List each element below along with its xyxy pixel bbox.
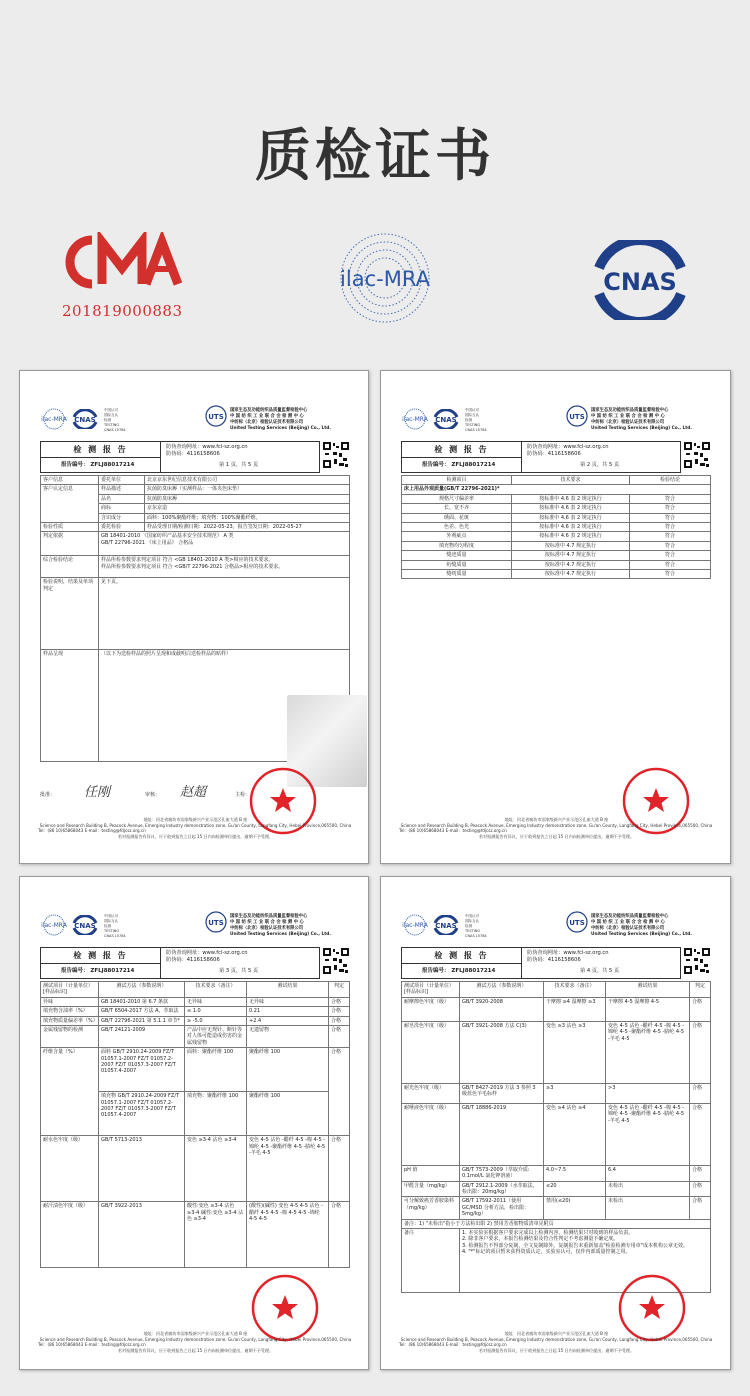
table-row: 检验性质 委托检验 样品受理日期/检测日期：2022-05-23，报告签发日期：2022-05-27 bbox=[41, 523, 350, 532]
table-row: 判定依据 GB 18401-2010 《国家纺织产品基本安全技术规范》 A 类 GB/T 22796-2021 《床上用品》 合格品 bbox=[41, 532, 350, 556]
table-row: 可分解致癌芳香胺染料（mg/kg） GB/T 17592-2011（使用 GC/MSD 分析方法，检出限：5mg/kg） 禁用(≤20) 未检出 合格 bbox=[402, 1197, 711, 1219]
table-row: 色差、色光 按标准中 4.6 表 2 规定执行 符合 bbox=[402, 523, 711, 532]
page-label: 第 2 页，共 5 页 bbox=[580, 462, 620, 468]
page-label: 第 3 页，共 5 页 bbox=[219, 968, 259, 974]
table-row: 甲醛含量（mg/kg） GB/T 2912.1-2009（水萃取法，检出限：20mg/kg） ≤20 未检出 合格 bbox=[402, 1181, 711, 1197]
table-row: 测试项目（计量单位）[样品标识] 测试方法（参数说明） 技术要求（备注） 测试结果 判定 bbox=[402, 982, 711, 998]
report-title-box bbox=[40, 441, 320, 473]
approve-label: 批准： bbox=[40, 792, 56, 798]
table-row: 品名 抗菌防臭床褥 bbox=[41, 494, 350, 503]
table-row: 纤维含量（%） 面料 GB/T 2910.24-2009 FZ/T 01057.1-2007 FZ/T 01057.2-2007 FZ/T 01057.3-2007 FZ/T 01057.4-2007 面料：聚酯纤维 100 聚酯纤维 100 合格 bbox=[41, 1048, 350, 1092]
report-page-3 bbox=[19, 876, 369, 1370]
cnas-mini-icon bbox=[431, 409, 461, 429]
report-number: 报告编号： ZFLJ88017214 bbox=[41, 458, 161, 473]
report-page-2 bbox=[380, 370, 731, 864]
reviewer-signature: 赵超 bbox=[180, 785, 207, 800]
qr-code-icon bbox=[322, 947, 350, 975]
table-row: 备注：1) "未检出"指小于方法检出限 2) 禁用芳香胺物质清单见附页 bbox=[402, 1219, 711, 1228]
ilac-mini-icon bbox=[40, 407, 68, 431]
svg-text:ilac-MRA: ilac-MRA bbox=[41, 416, 67, 423]
table-row: 耐皂洗色牢度（级） GB/T 3921-2008 方法 C(3) 变色 ≥3 沾色 ≥3 变色 4-5 沾色 -醋纤 4-5 -棉 4-5 -锦纶 4-5 -聚酯纤维 4-5 -腈纶 4-5 -羊毛 4-5 合格 bbox=[402, 1021, 711, 1083]
accreditation-text: 中国认可 国际互认 检测 TESTING CNAS L5784 bbox=[104, 408, 126, 432]
report-header bbox=[401, 405, 711, 435]
table-row: 备注 1. 本实验室根据客户要求完成以上检测内容，检测结果只对收到的样品负责。 2. 除非客户要求，本报告检测结果及符合性判定不考虑测量不确定度。 3. 检测报告不得部分复制，全文复制除外。复制报告未重新加盖"检验检测专用章"成本机构公章无效。 4. "*"标记的项目暂未获得资质认定，实验室认可，仅作内部质量控制之用。 bbox=[402, 1229, 711, 1293]
report-number: 报告编号： ZFLJ88017214 bbox=[402, 964, 522, 979]
ilac-text: ilac-MRA bbox=[340, 267, 430, 291]
query-info: 防伪查询网址：www.fcl-sz.org.cn 防伪码：4116158606 bbox=[527, 950, 609, 963]
table-row: 耐摩擦色牢度（级） GB/T 3920-2008 干摩擦 ≥4 湿摩擦 ≥3 干摩擦 4-5 湿摩擦 4-5 合格 bbox=[402, 997, 711, 1021]
table-row: 绗缝质量 按标准中 4.7 规定执行 符合 bbox=[402, 560, 711, 569]
ilac-mini-icon bbox=[401, 913, 429, 937]
table-row: 商标 京东京造 bbox=[41, 504, 350, 513]
report-title: 检 测 报 告 bbox=[41, 948, 161, 964]
report-title-box bbox=[401, 947, 681, 979]
report-number: 报告编号： ZFLJ88017214 bbox=[41, 964, 161, 979]
svg-text:UTS: UTS bbox=[569, 919, 585, 927]
table-row: 综合检验结论 样品所检参数要求判定项目 符合 <GB 18401-2010 A 类>相应的技术要求。 样品所检参数要求判定项目 符合 <GB/T 22796-2021 合格品>相应的技术要求。 bbox=[41, 556, 350, 578]
table-row: 耐光色牢度（级） GB/T 8427-2019 方法 3 参照 3 级蓝色羊毛标样 ≥3 >3 合格 bbox=[402, 1083, 711, 1103]
report-title: 检 测 报 告 bbox=[402, 948, 522, 964]
report-title-box bbox=[40, 947, 320, 979]
cnas-mini-icon bbox=[70, 409, 100, 429]
cma-logo-icon bbox=[62, 232, 182, 292]
accreditation-text: 中国认可 国际互认 检测 TESTING CNAS L5784 bbox=[465, 408, 487, 432]
qr-code-icon bbox=[683, 441, 711, 469]
report-page-1 bbox=[19, 370, 369, 864]
cnas-logo-icon bbox=[585, 240, 695, 320]
svg-text:CNAS: CNAS bbox=[435, 922, 457, 930]
table-row: 样品呈现 （以下为送检样品的照片呈现和成截明白送检样品的贴样） bbox=[41, 650, 350, 762]
table-row: 规格尺寸偏差率 按标准中 4.6 表 2 规定执行 符合 bbox=[402, 494, 711, 503]
uts-logo-icon bbox=[566, 911, 588, 937]
organization-name: 国家生态及功能纺织品质量监督检验中心 中 国 纺 织 工 业 联 合 会 检 测 中 心 中纺标（北京）检验认证技术有限公司 United Testing Services (Beijing) Co., Ltd. bbox=[230, 408, 331, 431]
table-row: 耐唾液色牢度（级） GB/T 18886-2019 变色 ≥4 沾色 ≥4 变色 4-5 沾色 -醋纤 4-5 -棉 4-5 -锦纶 4-5 -聚酯纤维 4-5 -腈纶 4-5 -羊毛 4-5 合格 bbox=[402, 1103, 711, 1165]
report-table-3 bbox=[40, 981, 350, 1268]
organization-name: 国家生态及功能纺织品质量监督检验中心 中 国 纺 织 工 业 联 合 会 检 测 中 心 中纺标（北京）检验认证技术有限公司 United Testing Services (Beijing) Co., Ltd. bbox=[591, 914, 692, 937]
table-row: 缝纫质量 按标准中 4.7 规定执行 符合 bbox=[402, 570, 711, 579]
table-row: 外观疵点 按标准中 4.6 表 2 规定执行 符合 bbox=[402, 532, 711, 541]
page-label: 第 4 页，共 5 页 bbox=[580, 968, 620, 974]
svg-text:CNAS: CNAS bbox=[74, 416, 96, 424]
report-title: 检 测 报 告 bbox=[41, 442, 161, 458]
svg-text:ilac-MRA: ilac-MRA bbox=[402, 922, 428, 929]
table-row: 客户信息 委托单位 北京京东世纪信息技术有限公司 bbox=[41, 476, 350, 485]
table-row: 长、宽不齐 按标准中 4.6 表 2 规定执行 符合 bbox=[402, 504, 711, 513]
table-row: 测试项目（计量单位）[样品标识] 测试方法（参数说明） 技术要求（备注） 测试结果 判定 bbox=[41, 982, 350, 998]
table-row: 缝迹质量 按标准中 4.7 规定执行 符合 bbox=[402, 551, 711, 560]
report-header bbox=[40, 911, 350, 941]
accreditation-text: 中国认可 国际互认 检测 TESTING CNAS L5784 bbox=[465, 914, 487, 938]
cnas-mini-icon bbox=[70, 915, 100, 935]
ilac-mra-logo-icon bbox=[330, 228, 440, 328]
report-table-4 bbox=[401, 981, 711, 1293]
report-number: 报告编号： ZFLJ88017214 bbox=[402, 458, 522, 473]
uts-logo-icon bbox=[205, 405, 227, 431]
organization-name: 国家生态及功能纺织品质量监督检验中心 中 国 纺 织 工 业 联 合 会 检 测 中 心 中纺标（北京）检验认证技术有限公司 United Testing Services (Beijing) Co., Ltd. bbox=[230, 914, 331, 937]
table-row: 客户认定信息 样品描述 抗菌防臭床褥（实测样品：一体夹色床垫） bbox=[41, 485, 350, 494]
page-label: 第 1 页，共 5 页 bbox=[219, 462, 259, 468]
svg-text:UTS: UTS bbox=[569, 413, 585, 421]
svg-text:ilac-MRA: ilac-MRA bbox=[402, 416, 428, 423]
cma-number: 201819000883 bbox=[62, 302, 183, 320]
svg-text:UTS: UTS bbox=[208, 413, 224, 421]
table-row: 填充物含油率（%） GB/T 6504-2017 方法 A，萃取法 ≤ 1.0 0.21 合格 bbox=[41, 1007, 350, 1016]
uts-logo-icon bbox=[205, 911, 227, 937]
query-info: 防伪查询网址：www.fcl-sz.org.cn 防伪码：4116158606 bbox=[166, 950, 248, 963]
qr-code-icon bbox=[322, 441, 350, 469]
query-info: 防伪查询网址：www.fcl-sz.org.cn 防伪码：4116158606 bbox=[527, 444, 609, 457]
ilac-mini-icon bbox=[40, 913, 68, 937]
inspector-label: 主检： bbox=[235, 792, 251, 798]
review-label: 审核： bbox=[145, 792, 161, 798]
report-footer: 地址：河北省廊坊市国家级新兴产业示范区孔雀大道 B 座 Science and Research Building B, Peacock Avenue, Emerging Industry demonstration zone, Gu'an County, Langfang City, Hebei Province,065500, China Tel：(86 10)65868043 E-mail：testing@fdjcsz.org.cn 若对检测报告有异议，应于收到报告之日起 15 日内向检测单位提出，逾期不予受理。 bbox=[399, 1331, 713, 1353]
table-row: 绣面、花斑 按标准中 4.6 表 2 规定执行 符合 bbox=[402, 513, 711, 522]
report-footer: 地址：河北省廊坊市国家级新兴产业示范区孔雀大道 B 座 Science and Research Building B, Peacock Avenue, Emerging Industry demonstration zone, Gu'an County, Langfang City, Hebei Province,065500, China Tel：(86 10)65868043 E-mail：testing@fdjcsz.org.cn 若对检测报告有异议，应于收到报告之日起 15 日内向检测单位提出，逾期不予受理。 bbox=[38, 817, 352, 839]
organization-name: 国家生态及功能纺织品质量监督检验中心 中 国 纺 织 工 业 联 合 会 检 测 中 心 中纺标（北京）检验认证技术有限公司 United Testing Services (Beijing) Co., Ltd. bbox=[591, 408, 692, 431]
table-row: 填充物均匀程度 按标准中 4.7 规定执行 符合 bbox=[402, 541, 711, 550]
uts-logo-icon bbox=[566, 405, 588, 431]
svg-text:CNAS: CNAS bbox=[74, 922, 96, 930]
table-row: 含识成分 面料：100%聚酯纤维；填充物：100%聚酯纤维。 bbox=[41, 513, 350, 522]
report-footer: 地址：河北省廊坊市国家级新兴产业示范区孔雀大道 B 座 Science and Research Building B, Peacock Avenue, Emerging Industry demonstration zone, Gu'an County, Langfang City, Hebei Province,065500, China Tel：(86 10)65868043 E-mail：testing@fdjcsz.org.cn 若对检测报告有异议，应于收到报告之日起 15 日内向检测单位提出，逾期不予受理。 bbox=[399, 817, 713, 839]
report-page-4 bbox=[380, 876, 731, 1370]
table-row: 床上用品外观质量(GB/T 22796-2021)* bbox=[402, 485, 711, 494]
cnas-text: CNAS bbox=[603, 268, 677, 296]
table-row: pH 值 GB/T 7573-2009（萃取介质: 0.1mol/L 氯化钾溶液） 4.0~7.5 6.4 合格 bbox=[402, 1165, 711, 1181]
qr-code-icon bbox=[683, 947, 711, 975]
report-table-2 bbox=[401, 475, 711, 579]
report-footer: 地址：河北省廊坊市国家级新兴产业示范区孔雀大道 B 座 Science and Research Building B, Peacock Avenue, Emerging Industry demonstration zone, Gu'an County, Langfang City, Hebei Province,065500, China Tel：(86 10)65868043 E-mail：testing@fdjcsz.org.cn 若对检测报告有异议，应于收到报告之日起 15 日内向检测单位提出，逾期不予受理。 bbox=[38, 1331, 352, 1353]
table-row: 检验说明，结果及单项判定 见下页。 bbox=[41, 578, 350, 650]
ilac-mini-icon bbox=[401, 407, 429, 431]
report-header bbox=[40, 405, 350, 435]
table-row: 填充物 GB/T 2910.24-2009 FZ/T 01057.1-2007 FZ/T 01057.2-2007 FZ/T 01057.3-2007 FZ/T 01057.4-2007 填充物：聚酯纤维 100 聚酯纤维 100 bbox=[41, 1092, 350, 1136]
page-title: 质检证书 bbox=[255, 124, 495, 189]
query-info: 防伪查询网址：www.fcl-sz.org.cn 防伪码：4116158606 bbox=[166, 444, 248, 457]
table-row: 金属残留物的检测 GB/T 24121-2009 产品中应无规针、断针等对人体可能造成伤害的金属残留物 无遗留物 合格 bbox=[41, 1026, 350, 1048]
report-title-box bbox=[401, 441, 681, 473]
svg-text:ilac-MRA: ilac-MRA bbox=[41, 922, 67, 929]
table-row: 填充物质量偏差率（%） GB/T 22796-2021 第 5.1.1 章节* ≥ -5.0 +2.4 合格 bbox=[41, 1016, 350, 1025]
report-header bbox=[401, 911, 711, 941]
table-row: 耐汗渍色牢度（级） GB/T 3922-2013 酸性:变色 ≥3-4 沾色 ≥3-4 碱性:变色 ≥3-4 沾色 ≥3-4 (酸性)(碱性) 变色 4-5 4-5 沾色 -醋纤 4-5 4-5 -棉 4-5 4-5 -锦纶 4-5 4-5 合格 bbox=[41, 1202, 350, 1268]
svg-text:CNAS: CNAS bbox=[435, 416, 457, 424]
report-title: 检 测 报 告 bbox=[402, 442, 522, 458]
cnas-mini-icon bbox=[431, 915, 461, 935]
svg-text:UTS: UTS bbox=[208, 919, 224, 927]
table-row: 异味 GB 18401-2010 第 6.7 条款 无异味 无异味 合格 bbox=[41, 997, 350, 1006]
table-row: 耐水色牢度（级） GB/T 5713-2013 变色 ≥3-4 沾色 ≥3-4 变色 4-5 沾色 -醋纤 4-5 -棉 4-5 -锦纶 4-5 -聚酯纤维 4-5 -腈纶 4-5 -羊毛 4-5 合格 bbox=[41, 1136, 350, 1202]
approver-signature: 任刚 bbox=[84, 785, 111, 800]
table-row: 检测项目 技术要求 检验结论 bbox=[402, 476, 711, 485]
accreditation-text: 中国认可 国际互认 检测 TESTING CNAS L5784 bbox=[104, 914, 126, 938]
